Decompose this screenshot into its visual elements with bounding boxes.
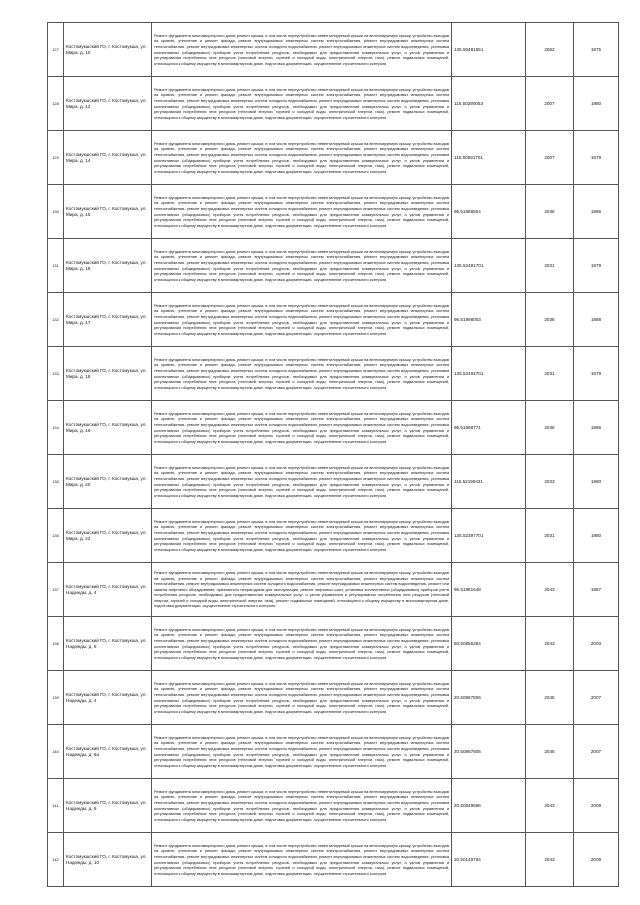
address-cell: Костомукшский ГО, г. Костомукша, ул. Мира, д. 22 [64,509,152,563]
area-code-cell: 135.52397701 [452,509,526,563]
planned-year-cell: 2043 [526,563,574,617]
address-cell: Костомукшский ГО, г. Костомукша, ул. Мира, д. 18 [64,347,152,401]
planned-year-cell: 2045 [526,725,574,779]
row-number: 134 [48,401,64,455]
row-number: 127 [48,23,64,77]
table-row [48,239,619,293]
planned-year-cell: 2007 [526,131,574,185]
works-description-cell: Ремонт фундамента многоквартирного дома, ремонт крыши, в том числе переустройство невентилируемой крыши на вентилируемую крышу, устройство выходов на кровлю, утепление и ремонт фасада, ремонт внутридомовых инженерных систем электроснабжения, ремонт внутридомовых инженерных систем теплоснабжения, ремонт внутридомовых инженерных систем холодного водоснабжения, ремонт внутридомовых инженерных систем водоотведения, установка коллективных (общедомовых) приборов учета потребления ресурсов, необходимых для предоставления коммунальных услуг, и узлов управления и регулирования потребления этих ресурсов (тепловой энергии, горячей и холодной воды, электрической энергии, газа), ремонт подвальных помещений, относящихся к общему имуществу в многоквартирном доме, подготовка документации, осуществление строительного контроля [152,401,452,455]
row-number: 129 [48,131,64,185]
works-description-cell: Ремонт фундамента многоквартирного дома, ремонт крыши, в том числе переустройство невентилируемой крыши на вентилируемую крышу, устройство выходов на кровлю, утепление и ремонт фасада, ремонт внутридомовых инженерных систем электроснабжения, ремонт внутридомовых инженерных систем теплоснабжения, ремонт внутридомовых инженерных систем холодного водоснабжения, ремонт внутридомовых инженерных систем водоотведения, ремонт или замена лифтового оборудования, признанного непригодным для эксплуатации, ремонт лифтовых шахт, установка коллективных (общедомовых) приборов учета потребления ресурсов, необходимых для предоставления коммунальных услуг, и узлов управления и регулирования потребления этих ресурсов (тепловой энергии, горячей и холодной воды, электрической энергии, газа), ремонт подвальных помещений, относящихся к общему имуществу в многоквартирном доме, подготовка документации, осуществление строительного контроля [152,563,452,617]
table-row [48,509,619,563]
area-code-cell: 20.50867806 [452,671,526,725]
works-description-cell: Ремонт фундамента многоквартирного дома, ремонт крыши, в том числе переустройство невентилируемой крыши на вентилируемую крышу, устройство выходов на кровлю, утепление и ремонт фасада, ремонт внутридомовых инженерных систем электроснабжения, ремонт внутридомовых инженерных систем теплоснабжения, ремонт внутридомовых инженерных систем холодного водоснабжения, ремонт внутридомовых инженерных систем водоотведения, установка коллективных (общедомовых) приборов учета потребления ресурсов, необходимых для предоставления коммунальных услуг, и узлов управления и регулирования потребления этих ресурсов (тепловой энергии, горячей и холодной воды, электрической энергии, газа), ремонт подвальных помещений, относящихся к общему имуществу в многоквартирном доме, подготовка документации, осуществление строительного контроля [152,617,452,671]
table-row [48,131,619,185]
planned-year-cell: 2038 [526,293,574,347]
build-year-cell: 1980 [574,509,619,563]
works-description-cell: Ремонт фундамента многоквартирного дома, ремонт крыши, в том числе переустройство невентилируемой крыши на вентилируемую крышу, устройство выходов на кровлю, утепление и ремонт фасада, ремонт внутридомовых инженерных систем электроснабжения, ремонт внутридомовых инженерных систем теплоснабжения, ремонт внутридомовых инженерных систем холодного водоснабжения, ремонт внутридомовых инженерных систем водоотведения, установка коллективных (общедомовых) приборов учета потребления ресурсов, необходимых для предоставления коммунальных услуг, и узлов управления и регулирования потребления этих ресурсов (тепловой энергии, горячей и холодной воды, электрической энергии, газа), ремонт подвальных помещений, относящихся к общему имуществу в многоквартирном доме, подготовка документации, осуществление строительного контроля [152,779,452,833]
build-year-cell: 1980 [574,455,619,509]
works-description-cell: Ремонт фундамента многоквартирного дома, ремонт крыши, в том числе переустройство невентилируемой крыши на вентилируемую крышу, устройство выходов на кровлю, утепление и ремонт фасада, ремонт внутридомовых инженерных систем электроснабжения, ремонт внутридомовых инженерных систем теплоснабжения, ремонт внутридомовых инженерных систем холодного водоснабжения, ремонт внутридомовых инженерных систем водоотведения, установка коллективных (общедомовых) приборов учета потребления ресурсов, необходимых для предоставления коммунальных услуг, и узлов управления и регулирования потребления этих ресурсов (тепловой энергии, горячей и холодной воды, электрической энергии, газа), ремонт подвальных помещений, относящихся к общему имуществу в многоквартирном доме, подготовка документации, осуществление строительного контроля [152,293,452,347]
capital-repair-table [47,22,619,887]
build-year-cell: 1988 [574,293,619,347]
table-row [48,833,619,887]
works-description-cell: Ремонт фундамента многоквартирного дома, ремонт крыши, в том числе переустройство невентилируемой крыши на вентилируемую крышу, устройство выходов на кровлю, утепление и ремонт фасада, ремонт внутридомовых инженерных систем электроснабжения, ремонт внутридомовых инженерных систем теплоснабжения, ремонт внутридомовых инженерных систем холодного водоснабжения, ремонт внутридомовых инженерных систем водоотведения, установка коллективных (общедомовых) приборов учета потребления ресурсов, необходимых для предоставления коммунальных услуг, и узлов управления и регулирования потребления этих ресурсов (тепловой энергии, горячей и холодной воды, электрической энергии, газа), ремонт подвальных помещений, относящихся к общему имуществу в многоквартирном доме, подготовка документации, осуществление строительного контроля [152,347,452,401]
row-number: 137 [48,563,64,617]
table-row [48,779,619,833]
planned-year-cell: 2045 [526,671,574,725]
planned-year-cell: 2031 [526,347,574,401]
row-number: 136 [48,509,64,563]
planned-year-cell: 2036 [526,185,574,239]
area-code-cell: 115.50290053 [452,77,526,131]
area-code-cell: 96.51998003 [452,293,526,347]
works-description-cell: Ремонт фундамента многоквартирного дома, ремонт крыши, в том числе переустройство невентилируемой крыши на вентилируемую крышу, устройство выходов на кровлю, утепление и ремонт фасада, ремонт внутридомовых инженерных систем электроснабжения, ремонт внутридомовых инженерных систем теплоснабжения, ремонт внутридомовых инженерных систем холодного водоснабжения, ремонт внутридомовых инженерных систем водоотведения, установка коллективных (общедомовых) приборов учета потребления ресурсов, необходимых для предоставления коммунальных услуг, и узлов управления и регулирования потребления этих ресурсов (тепловой энергии, горячей и холодной воды, электрической энергии, газа), ремонт подвальных помещений, относящихся к общему имуществу в многоквартирном доме, подготовка документации, осуществление строительного контроля [152,671,452,725]
planned-year-cell: 2062 [526,23,574,77]
table-row [48,185,619,239]
address-cell: Костомукшский ГО, г. Костомукша, ул. Мира, д. 10 [64,23,152,77]
planned-year-cell: 2043 [526,833,574,887]
area-code-cell: 96.51981648 [452,563,526,617]
table-row [48,77,619,131]
table-row [48,563,619,617]
build-year-cell: 1986 [574,185,619,239]
table-row [48,401,619,455]
area-code-cell: 115.50591701 [452,131,526,185]
area-code-cell: 135.52491701 [452,347,526,401]
address-cell: Костомукшский ГО, г. Костомукша, ул. Мира, д. 12 [64,77,152,131]
works-description-cell: Ремонт фундамента многоквартирного дома, ремонт крыши, в том числе переустройство невентилируемой крыши на вентилируемую крышу, устройство выходов на кровлю, утепление и ремонт фасада, ремонт внутридомовых инженерных систем электроснабжения, ремонт внутридомовых инженерных систем теплоснабжения, ремонт внутридомовых инженерных систем холодного водоснабжения, ремонт внутридомовых инженерных систем водоотведения, установка коллективных (общедомовых) приборов учета потребления ресурсов, необходимых для предоставления коммунальных услуг, и узлов управления и регулирования потребления этих ресурсов (тепловой энергии, горячей и холодной воды, электрической энергии, газа), ремонт подвальных помещений, относящихся к общему имуществу в многоквартирном доме, подготовка документации, осуществление строительного контроля [152,185,452,239]
area-code-cell: 96.51998771 [452,401,526,455]
table-row [48,347,619,401]
build-year-cell: 2009 [574,833,619,887]
table-row [48,293,619,347]
build-year-cell: 1986 [574,401,619,455]
planned-year-cell: 2031 [526,239,574,293]
planned-year-cell: 2031 [526,509,574,563]
build-year-cell: 1979 [574,239,619,293]
row-number: 142 [48,833,64,887]
area-code-cell: 135.52481701 [452,239,526,293]
table-row [48,617,619,671]
build-year-cell: 1987 [574,563,619,617]
table-row [48,23,619,77]
address-cell: Костомукшский ГО, г. Костомукша, ул. Мира, д. 19 [64,401,152,455]
address-cell: Костомукшский ГО, г. Костомукша, ул. Мира, д. 16 [64,239,152,293]
build-year-cell: 1980 [574,77,619,131]
build-year-cell: 1979 [574,131,619,185]
area-code-cell: 135.50481651 [452,23,526,77]
address-cell: Костомукшский ГО, г. Костомукша, ул. Мира, д. 17 [64,293,152,347]
build-year-cell: 2007 [574,725,619,779]
table-body [48,23,619,887]
address-cell: Костомукшский ГО, г. Костомукша, ул. Мира, д. 20 [64,455,152,509]
area-code-cell: 20.50867806 [452,725,526,779]
address-cell: Костомукшский ГО, г. Костомукша, ул. Надежды, д. 10 [64,833,152,887]
row-number: 140 [48,725,64,779]
table-row [48,725,619,779]
address-cell: Костомукшский ГО, г. Костомукша, ул. Мира, д. 14 [64,131,152,185]
planned-year-cell: 2036 [526,401,574,455]
planned-year-cell: 2043 [526,779,574,833]
row-number: 139 [48,671,64,725]
area-code-cell: 96.51888904 [452,185,526,239]
address-cell: Костомукшский ГО, г. Костомукша, ул. Надежды, д. 9 [64,779,152,833]
planned-year-cell: 2007 [526,77,574,131]
area-code-cell: 115.52199431 [452,455,526,509]
table-row [48,671,619,725]
area-code-cell: 20.50149764 [452,833,526,887]
row-number: 132 [48,293,64,347]
build-year-cell: 1975 [574,23,619,77]
build-year-cell: 2003 [574,617,619,671]
works-description-cell: Ремонт фундамента многоквартирного дома, ремонт крыши, в том числе переустройство невентилируемой крыши на вентилируемую крышу, устройство выходов на кровлю, утепление и ремонт фасада, ремонт внутридомовых инженерных систем электроснабжения, ремонт внутридомовых инженерных систем теплоснабжения, ремонт внутридомовых инженерных систем холодного водоснабжения, ремонт внутридомовых инженерных систем водоотведения, установка коллективных (общедомовых) приборов учета потребления ресурсов, необходимых для предоставления коммунальных услуг, и узлов управления и регулирования потребления этих ресурсов (тепловой энергии, горячей и холодной воды, электрической энергии, газа), ремонт подвальных помещений, относящихся к общему имуществу в многоквартирном доме, подготовка документации, осуществление строительного контроля [152,239,452,293]
works-description-cell: Ремонт фундамента многоквартирного дома, ремонт крыши, в том числе переустройство невентилируемой крыши на вентилируемую крышу, устройство выходов на кровлю, утепление и ремонт фасада, ремонт внутридомовых инженерных систем электроснабжения, ремонт внутридомовых инженерных систем теплоснабжения, ремонт внутридомовых инженерных систем холодного водоснабжения, ремонт внутридомовых инженерных систем водоотведения, установка коллективных (общедомовых) приборов учета потребления ресурсов, необходимых для предоставления коммунальных услуг, и узлов управления и регулирования потребления этих ресурсов (тепловой энергии, горячей и холодной воды, электрической энергии, газа), ремонт подвальных помещений, относящихся к общему имуществу в многоквартирном доме, подготовка документации, осуществление строительного контроля [152,509,452,563]
row-number: 135 [48,455,64,509]
works-description-cell: Ремонт фундамента многоквартирного дома, ремонт крыши, в том числе переустройство невентилируемой крыши на вентилируемую крышу, устройство выходов на кровлю, утепление и ремонт фасада, ремонт внутридомовых инженерных систем электроснабжения, ремонт внутридомовых инженерных систем теплоснабжения, ремонт внутридомовых инженерных систем холодного водоснабжения, ремонт внутридомовых инженерных систем водоотведения, установка коллективных (общедомовых) приборов учета потребления ресурсов, необходимых для предоставления коммунальных услуг, и узлов управления и регулирования потребления этих ресурсов (тепловой энергии, горячей и холодной воды, электрической энергии, газа), ремонт подвальных помещений, относящихся к общему имуществу в многоквартирном доме, подготовка документации, осуществление строительного контроля [152,833,452,887]
build-year-cell: 2007 [574,671,619,725]
row-number: 133 [48,347,64,401]
table-row [48,455,619,509]
address-cell: Костомукшский ГО, г. Костомукша, ул. Надежды, д. 4 [64,563,152,617]
row-number: 141 [48,779,64,833]
address-cell: Костомукшский ГО, г. Костомукша, ул. Мира, д. 15 [64,185,152,239]
build-year-cell: 2009 [574,779,619,833]
area-code-cell: 50.50855364 [452,617,526,671]
address-cell: Костомукшский ГО, г. Костомукша, ул. Надежды, д. 8а [64,725,152,779]
build-year-cell: 1979 [574,347,619,401]
row-number: 138 [48,617,64,671]
works-description-cell: Ремонт фундамента многоквартирного дома, ремонт крыши, в том числе переустройство невентилируемой крыши на вентилируемую крышу, устройство выходов на кровлю, утепление и ремонт фасада, ремонт внутридомовых инженерных систем электроснабжения, ремонт внутридомовых инженерных систем теплоснабжения, ремонт внутридомовых инженерных систем холодного водоснабжения, ремонт внутридомовых инженерных систем водоотведения, установка коллективных (общедомовых) приборов учета потребления ресурсов, необходимых для предоставления коммунальных услуг, и узлов управления и регулирования потребления этих ресурсов (тепловой энергии, горячей и холодной воды, электрической энергии, газа), ремонт подвальных помещений, относящихся к общему имуществу в многоквартирном доме, подготовка документации, осуществление строительного контроля [152,131,452,185]
works-description-cell: Ремонт фундамента многоквартирного дома, ремонт крыши, в том числе переустройство невентилируемой крыши на вентилируемую крышу, устройство выходов на кровлю, утепление и ремонт фасада, ремонт внутридомовых инженерных систем электроснабжения, ремонт внутридомовых инженерных систем теплоснабжения, ремонт внутридомовых инженерных систем холодного водоснабжения, ремонт внутридомовых инженерных систем водоотведения, установка коллективных (общедомовых) приборов учета потребления ресурсов, необходимых для предоставления коммунальных услуг, и узлов управления и регулирования потребления этих ресурсов (тепловой энергии, горячей и холодной воды, электрической энергии, газа), ремонт подвальных помещений, относящихся к общему имуществу в многоквартирном доме, подготовка документации, осуществление строительного контроля [152,455,452,509]
planned-year-cell: 2043 [526,617,574,671]
row-number: 128 [48,77,64,131]
works-description-cell: Ремонт фундамента многоквартирного дома, ремонт крыши, в том числе переустройство невентилируемой крыши на вентилируемую крышу, устройство выходов на кровлю, утепление и ремонт фасада, ремонт внутридомовых инженерных систем электроснабжения, ремонт внутридомовых инженерных систем теплоснабжения, ремонт внутридомовых инженерных систем холодного водоснабжения, ремонт внутридомовых инженерных систем водоотведения, установка коллективных (общедомовых) приборов учета потребления ресурсов, необходимых для предоставления коммунальных услуг, и узлов управления и регулирования потребления этих ресурсов (тепловой энергии, горячей и холодной воды, электрической энергии, газа), ремонт подвальных помещений, относящихся к общему имуществу в многоквартирном доме, подготовка документации, осуществление строительного контроля [152,77,452,131]
row-number: 131 [48,239,64,293]
works-description-cell: Ремонт фундамента многоквартирного дома, ремонт крыши, в том числе переустройство невентилируемой крыши на вентилируемую крышу, устройство выходов на кровлю, утепление и ремонт фасада, ремонт внутридомовых инженерных систем электроснабжения, ремонт внутридомовых инженерных систем теплоснабжения, ремонт внутридомовых инженерных систем холодного водоснабжения, ремонт внутридомовых инженерных систем водоотведения, установка коллективных (общедомовых) приборов учета потребления ресурсов, необходимых для предоставления коммунальных услуг, и узлов управления и регулирования потребления этих ресурсов (тепловой энергии, горячей и холодной воды, электрической энергии, газа), ремонт подвальных помещений, относящихся к общему имуществу в многоквартирном доме, подготовка документации, осуществление строительного контроля [152,23,452,77]
address-cell: Костомукшский ГО, г. Костомукша, ул. Надежды, д. 4 [64,671,152,725]
address-cell: Костомукшский ГО, г. Костомукша, ул. Надежды, д. 6 [64,617,152,671]
area-code-cell: 20.50849596 [452,779,526,833]
row-number: 130 [48,185,64,239]
works-description-cell: Ремонт фундамента многоквартирного дома, ремонт крыши, в том числе переустройство невентилируемой крыши на вентилируемую крышу, устройство выходов на кровлю, утепление и ремонт фасада, ремонт внутридомовых инженерных систем электроснабжения, ремонт внутридомовых инженерных систем теплоснабжения, ремонт внутридомовых инженерных систем холодного водоснабжения, ремонт внутридомовых инженерных систем водоотведения, установка коллективных (общедомовых) приборов учета потребления ресурсов, необходимых для предоставления коммунальных услуг, и узлов управления и регулирования потребления этих ресурсов (тепловой энергии, горячей и холодной воды, электрической энергии, газа), ремонт подвальных помещений, относящихся к общему имуществу в многоквартирном доме, подготовка документации, осуществление строительного контроля [152,725,452,779]
planned-year-cell: 2033 [526,455,574,509]
